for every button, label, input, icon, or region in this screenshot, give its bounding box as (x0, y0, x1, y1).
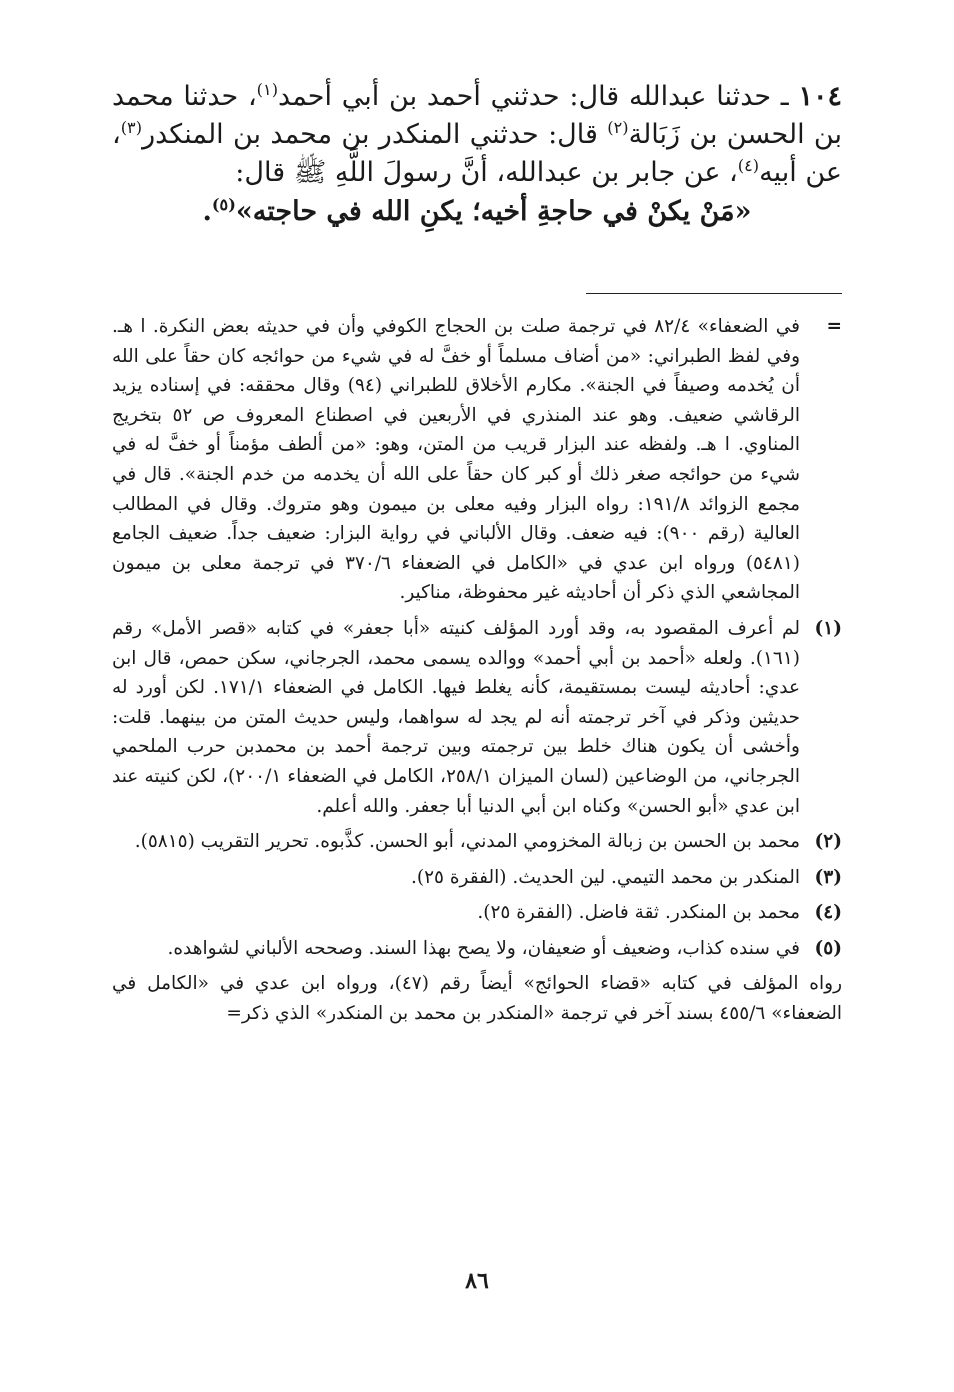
hadith-matn (112, 192, 842, 232)
footnote-mark: (٢) (814, 831, 842, 853)
footnote-continued (112, 312, 842, 608)
footnote-mark: (٤) (814, 902, 842, 924)
footnote-mark: (١) (814, 617, 842, 639)
isnad-part-3: قال: حدثني المنكدر بن محمد بن المنكدر (142, 119, 608, 150)
footnote-text: في سنده كذاب، وضعيف أو ضعيفان، ولا يصح بهذا السند. وصححه الألباني لشواهده. (167, 937, 800, 959)
footnote-text: المنكدر بن محمد التيمي. لين الحديث. (الفقرة ٢٥). (410, 866, 800, 888)
footnote-5 (112, 934, 842, 964)
footnote-1 (112, 614, 842, 821)
footnote-separator (586, 293, 842, 294)
isnad-part-4: ، عن أبيه (112, 119, 842, 188)
footnote-2 (112, 827, 842, 857)
isnad-part-2: ، حدثنا محمد بن الحسن بن زَبَالة (112, 81, 842, 150)
entry-number: ١٠٤ (798, 81, 842, 112)
hadith-text: «مَنْ يكنْ في حاجةِ أخيه؛ يكنِ الله في حاجته» (235, 196, 752, 227)
isnad-part-5: ، عن جابر بن عبدالله، أنَّ رسولَ اللَّهِ ﷺ قال: (235, 157, 738, 188)
continuation-text: في الضعفاء» ٨٢/٤ في ترجمة صلت بن الحجاج الكوفي وأن في حديثه بعض النكرة. ا هـ. وفي لفظ الطبراني: «من أضاف مسلماً أو خفَّ له في شيء من حوائجه كان حقاً على الله أن يُخدمه وصيفاً في الجنة». مكارم الأخلاق للطبراني (٩٤) وقال محققه: في إسناده يزيد الرقاشي ضعيف. وهو عند المنذري في الأربعين في اصطناع المعروف ص ٥٢ بتخريج المناوي. ا هـ. ولفظه عند البزار قريب من المتن، وهو: «من ألطف مؤمناً أو خفَّ له في شيء من حوائجه صغر ذلك أو كبر كان حقاً على الله أن يخدمه من خدم الجنة». قال في مجمع الزوائد ١٩١/٨: رواه البزار وفيه معلى بن ميمون وهو متروك. وقال في المطالب العالية (رقم ٩٠٠): فيه ضعف. وقال الألباني في رواية البزار: ضعيف جداً. ضعيف الجامع (٥٤٨١) ورواه ابن عدي في «الكامل في الضعفاء ٣٧٠/٦ في ترجمة معلى بن ميمون المجاشعي الذي ذكر أن أحاديثه غير محفوظة، مناكير. (112, 316, 801, 604)
main-text (112, 78, 842, 232)
footnote-ref-4: (٤) (737, 156, 760, 175)
footnote-text: لم أعرف المقصود به، وقد أورد المؤلف كنيته «أبا جعفر» في كتابه «قصر الأمل» رقم (١٦١). ولعله «أحمد بن أبي أحمد» ووالده يسمى محمد، الجرجاني، سكن حمص، قال ابن عدي: أحاديثه ليست بمستقيمة، كأنه يغلط فيها. الكامل في الضعفاء ١٧١/١. لكن أورد له حديثين وذكر في آخر ترجمته أنه لم يجد له سواهما، وليس حديث المتن من بينهما. قلت: وأخشى أن يكون هناك خلط بين ترجمته وبين ترجمة أحمد بن محمدبن حرب الملحمي الجرجاني، من الوضاعين (لسان الميزان ٢٥٨/١، الكامل في الضعفاء ٢٠٠/١)، لكن كنيته عند ابن عدي «أبو الحسن» وكناه ابن أبي الدنيا أبا جعفر. والله أعلم. (112, 617, 800, 817)
continuation-mark: = (826, 316, 842, 337)
footnotes (112, 312, 842, 1029)
isnad-part-1: ـ حدثنا عبدالله قال: حدثني أحمد بن أبي أحمد (278, 81, 799, 112)
page-number: ٨٦ (465, 1268, 489, 1294)
footnote-mark: (٣) (814, 866, 842, 888)
footnote-ref-5: (٥) (211, 195, 236, 214)
footnote-text: محمد بن المنكدر. ثقة فاضل. (الفقرة ٢٥). (477, 902, 800, 924)
footnote-ref-3: (٣) (120, 118, 143, 137)
footnote-ref-2: (٢) (607, 118, 629, 137)
footnote-text: محمد بن الحسن بن زبالة المخزومي المدني، أبو الحسن. كذَّبوه. تحرير التقريب (٥٨١٥). (134, 831, 800, 853)
footnote-ref-1: (١) (256, 80, 279, 99)
footnote-mark: (٥) (814, 937, 842, 959)
hadith-end: . (202, 196, 212, 227)
hadith-isnad (112, 78, 842, 192)
footnote-5-continuation: رواه المؤلف في كتابه «قضاء الحوائج» أيضاً رقم (٤٧)، ورواه ابن عدي في «الكامل في الضعفاء» ٤٥٥/٦ بسند آخر في ترجمة «المنكدر بن محمد بن المنكدر» الذي ذكر= (112, 973, 842, 1025)
footnote-3 (112, 863, 842, 893)
footnote-4 (112, 898, 842, 928)
